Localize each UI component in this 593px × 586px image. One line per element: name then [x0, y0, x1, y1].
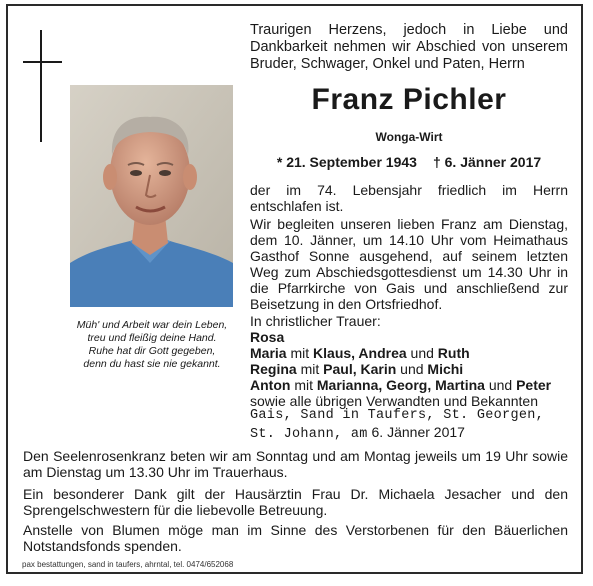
intro-text: Traurigen Herzens, jedoch in Liebe und Dankbarkeit nehmen wir Abschied von unserem Bruder, Schwager, Onkel und Paten, Herrn — [250, 22, 568, 72]
rosary-text: Den Seelenrosenkranz beten wir am Sonntag und am Montag jeweils um 19 Uhr sowie am Dienstag um 13.30 Uhr im Trauerhaus. — [23, 448, 568, 480]
verse-line: treu und fleißig deine Hand. — [87, 332, 217, 344]
portrait-photo — [70, 85, 233, 307]
birth-date: * 21. September 1943 — [276, 154, 417, 170]
mourners-heading: In christlicher Trauer: — [250, 313, 381, 329]
death-date: † 6. Jänner 2017 — [432, 154, 542, 170]
verse-line: Müh' und Arbeit war dein Leben, — [76, 319, 228, 331]
passed-text: der im 74. Lebensjahr friedlich im Herrn entschlafen ist. — [250, 182, 568, 214]
funeral-text: Wir begleiten unseren lieben Franz am Dienstag, dem 10. Jänner, um 14.10 Uhr vom Heimathaus Gasthof Sonne ausgehend, auf seinem letzten Weg zum Abschiedsgottesdienst um 14.30 Uhr in die Pfarrkirche von Gais und anschließend zur Beisetzung in den Ortsfriedhof. — [250, 216, 568, 312]
memorial-verse — [64, 319, 240, 371]
donation-text: Anstelle von Blumen möge man im Sinne des Verstorbenen für den Bäuerlichen Notstandsfonds spenden. — [23, 522, 568, 554]
funeral-home-footer: pax bestattungen, sand in taufers, ahrntal, tel. 0474/652068 — [22, 560, 234, 569]
mourners-list: In christlicher Trauer: Rosa Maria mit Klaus, Andrea und Ruth Regina mit Paul, Karin und Michi Anton mit Marianna, Georg, Martina und Peter sowie alle übrigen Verwandten und Bekannten — [250, 313, 568, 409]
verse-line: Ruhe hat dir Gott gegeben, — [88, 345, 216, 357]
verse-line: denn du hast sie nie gekannt. — [83, 358, 221, 370]
deceased-name: Franz Pichler — [311, 83, 507, 116]
mourner-name: Rosa — [250, 329, 285, 345]
mourners-others: sowie alle übrigen Verwandten und Bekannten — [250, 393, 538, 409]
thanks-text: Ein besonderer Dank gilt der Hausärztin Frau Dr. Michaela Jesacher und den Sprengelschwestern für die liebevolle Betreuung. — [23, 486, 568, 518]
life-dates — [250, 154, 568, 170]
nickname: Wonga-Wirt — [375, 130, 443, 144]
place-date: Gais, Sand in Taufers, St. Georgen, St. Johann, am 6. Jänner 2017 — [250, 408, 545, 442]
